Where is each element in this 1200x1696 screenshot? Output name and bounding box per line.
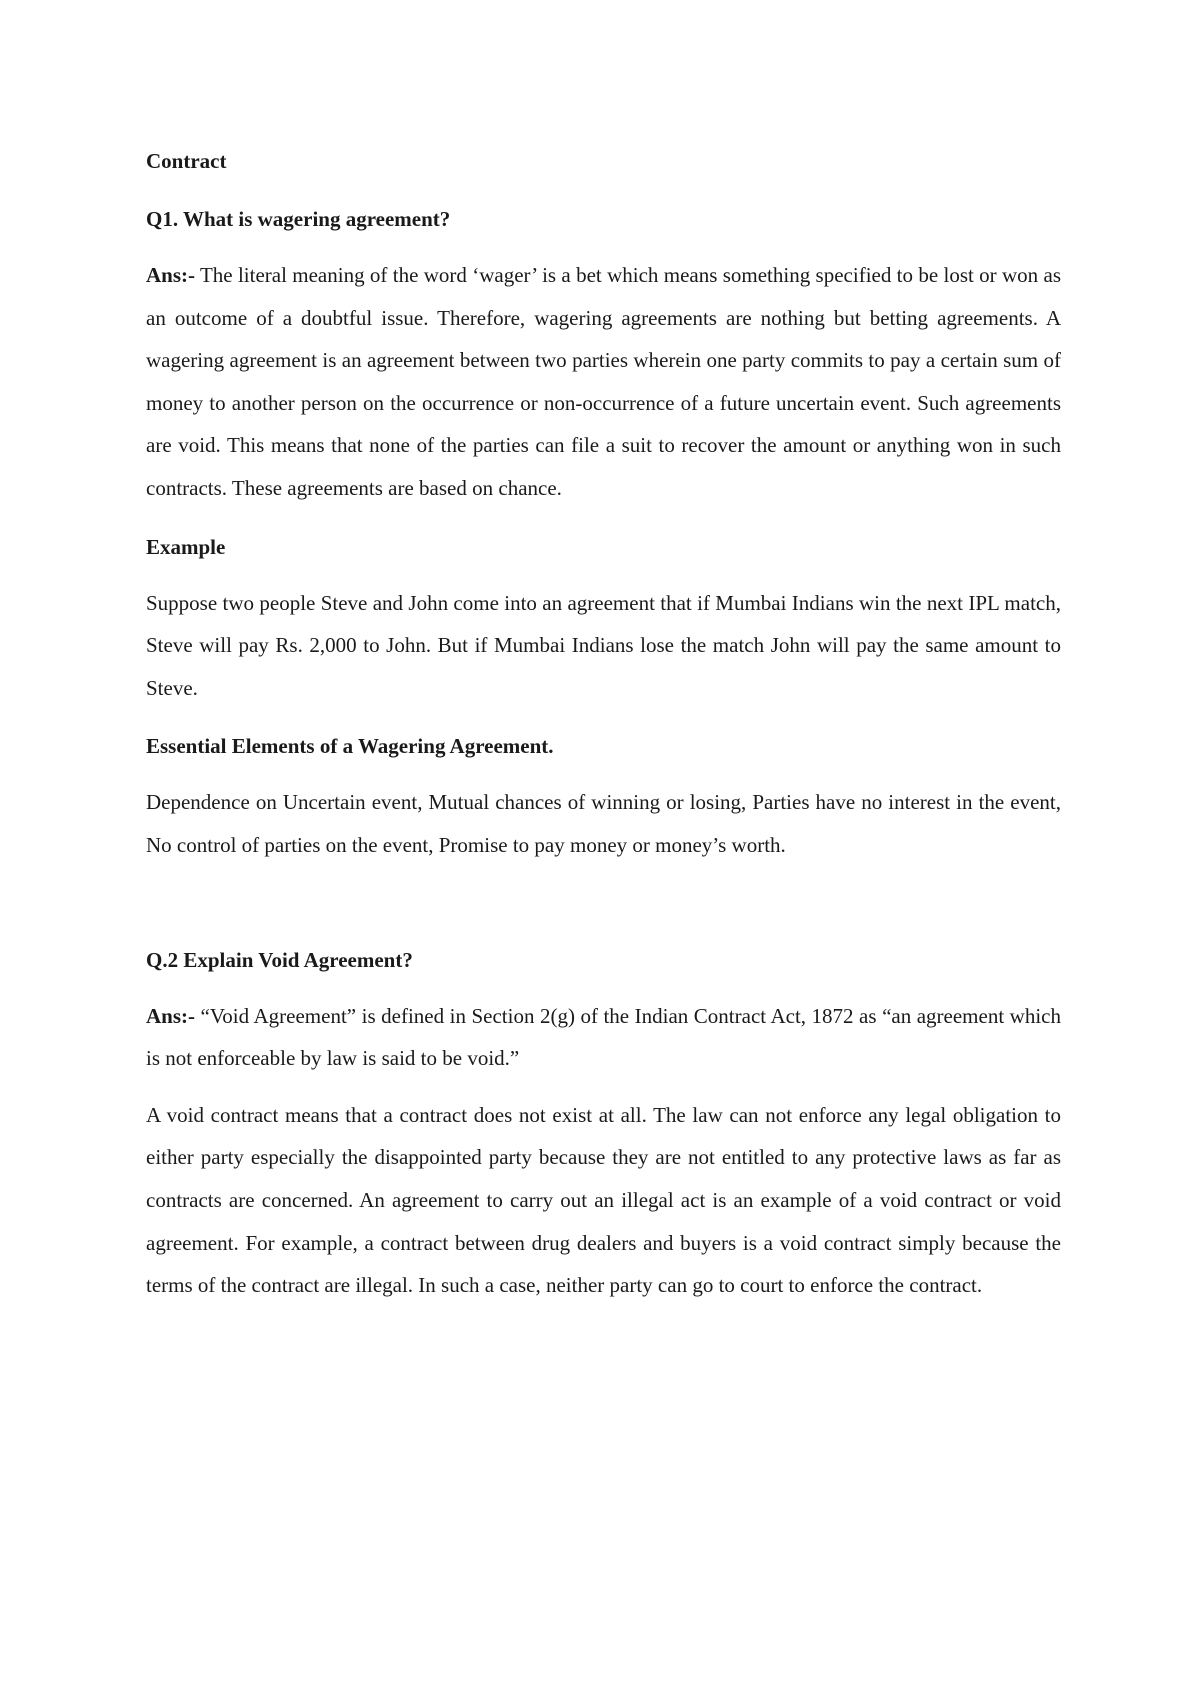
elements-text: Dependence on Uncertain event, Mutual chances of winning or losing, Parties have no interest in the event, No control of parties on the event, Promise to pay money or money’s worth. [146, 790, 1061, 857]
example-text: Suppose two people Steve and John come into an agreement that if Mumbai Indians win the next IPL match, Steve will pay Rs. 2,000 to John. But if Mumbai Indians lose the match John will pay the same amount to Steve. [146, 590, 1061, 700]
document-page [146, 140, 1061, 1307]
answer-2-label: Ans:- [146, 1003, 196, 1028]
answer-2-text: “Void Agreement” is defined in Section 2(g) of the Indian Contract Act, 1872 as “an agreement which is not enforceable by law is said to be void.” [146, 1003, 1061, 1071]
question-2: Q.2 Explain Void Agreement? [146, 947, 413, 972]
question-1: Q1. What is wagering agreement? [146, 207, 451, 231]
answer-1-text: The literal meaning of the word ‘wager’ is a bet which means something specified to be lost or won as an outcome of a doubtful issue. Therefore, wagering agreements are nothing but betting agreements. A wagering agreement is an agreement between two parties wherein one party commits to pay a certain sum of money to another person on the occurrence or non-occurrence of a future uncertain event. Such agreements are void. This means that none of the parties can file a suit to recover the amount or anything won in such contracts. These agreements are based on chance. [146, 263, 1062, 500]
answer-1 [146, 254, 1061, 510]
document-title: Contract [146, 149, 227, 173]
answer-1-label: Ans:- [146, 263, 196, 287]
example-heading: Example [146, 534, 226, 559]
void-contract-paragraph: A void contract means that a contract does not exist at all. The law can not enforce any legal obligation to either party especially the disappointed party because they are not entitled to any protective laws as far as contracts are concerned. An agreement to carry out an illegal act is an example of a void contract or void agreement. For example, a contract between drug dealers and buyers is a void contract simply because the terms of the contract are illegal. In such a case, neither party can go to court to enforce the contract. [146, 1102, 1061, 1298]
elements-heading: Essential Elements of a Wagering Agreement. [146, 734, 554, 759]
answer-2 [146, 995, 1061, 1080]
